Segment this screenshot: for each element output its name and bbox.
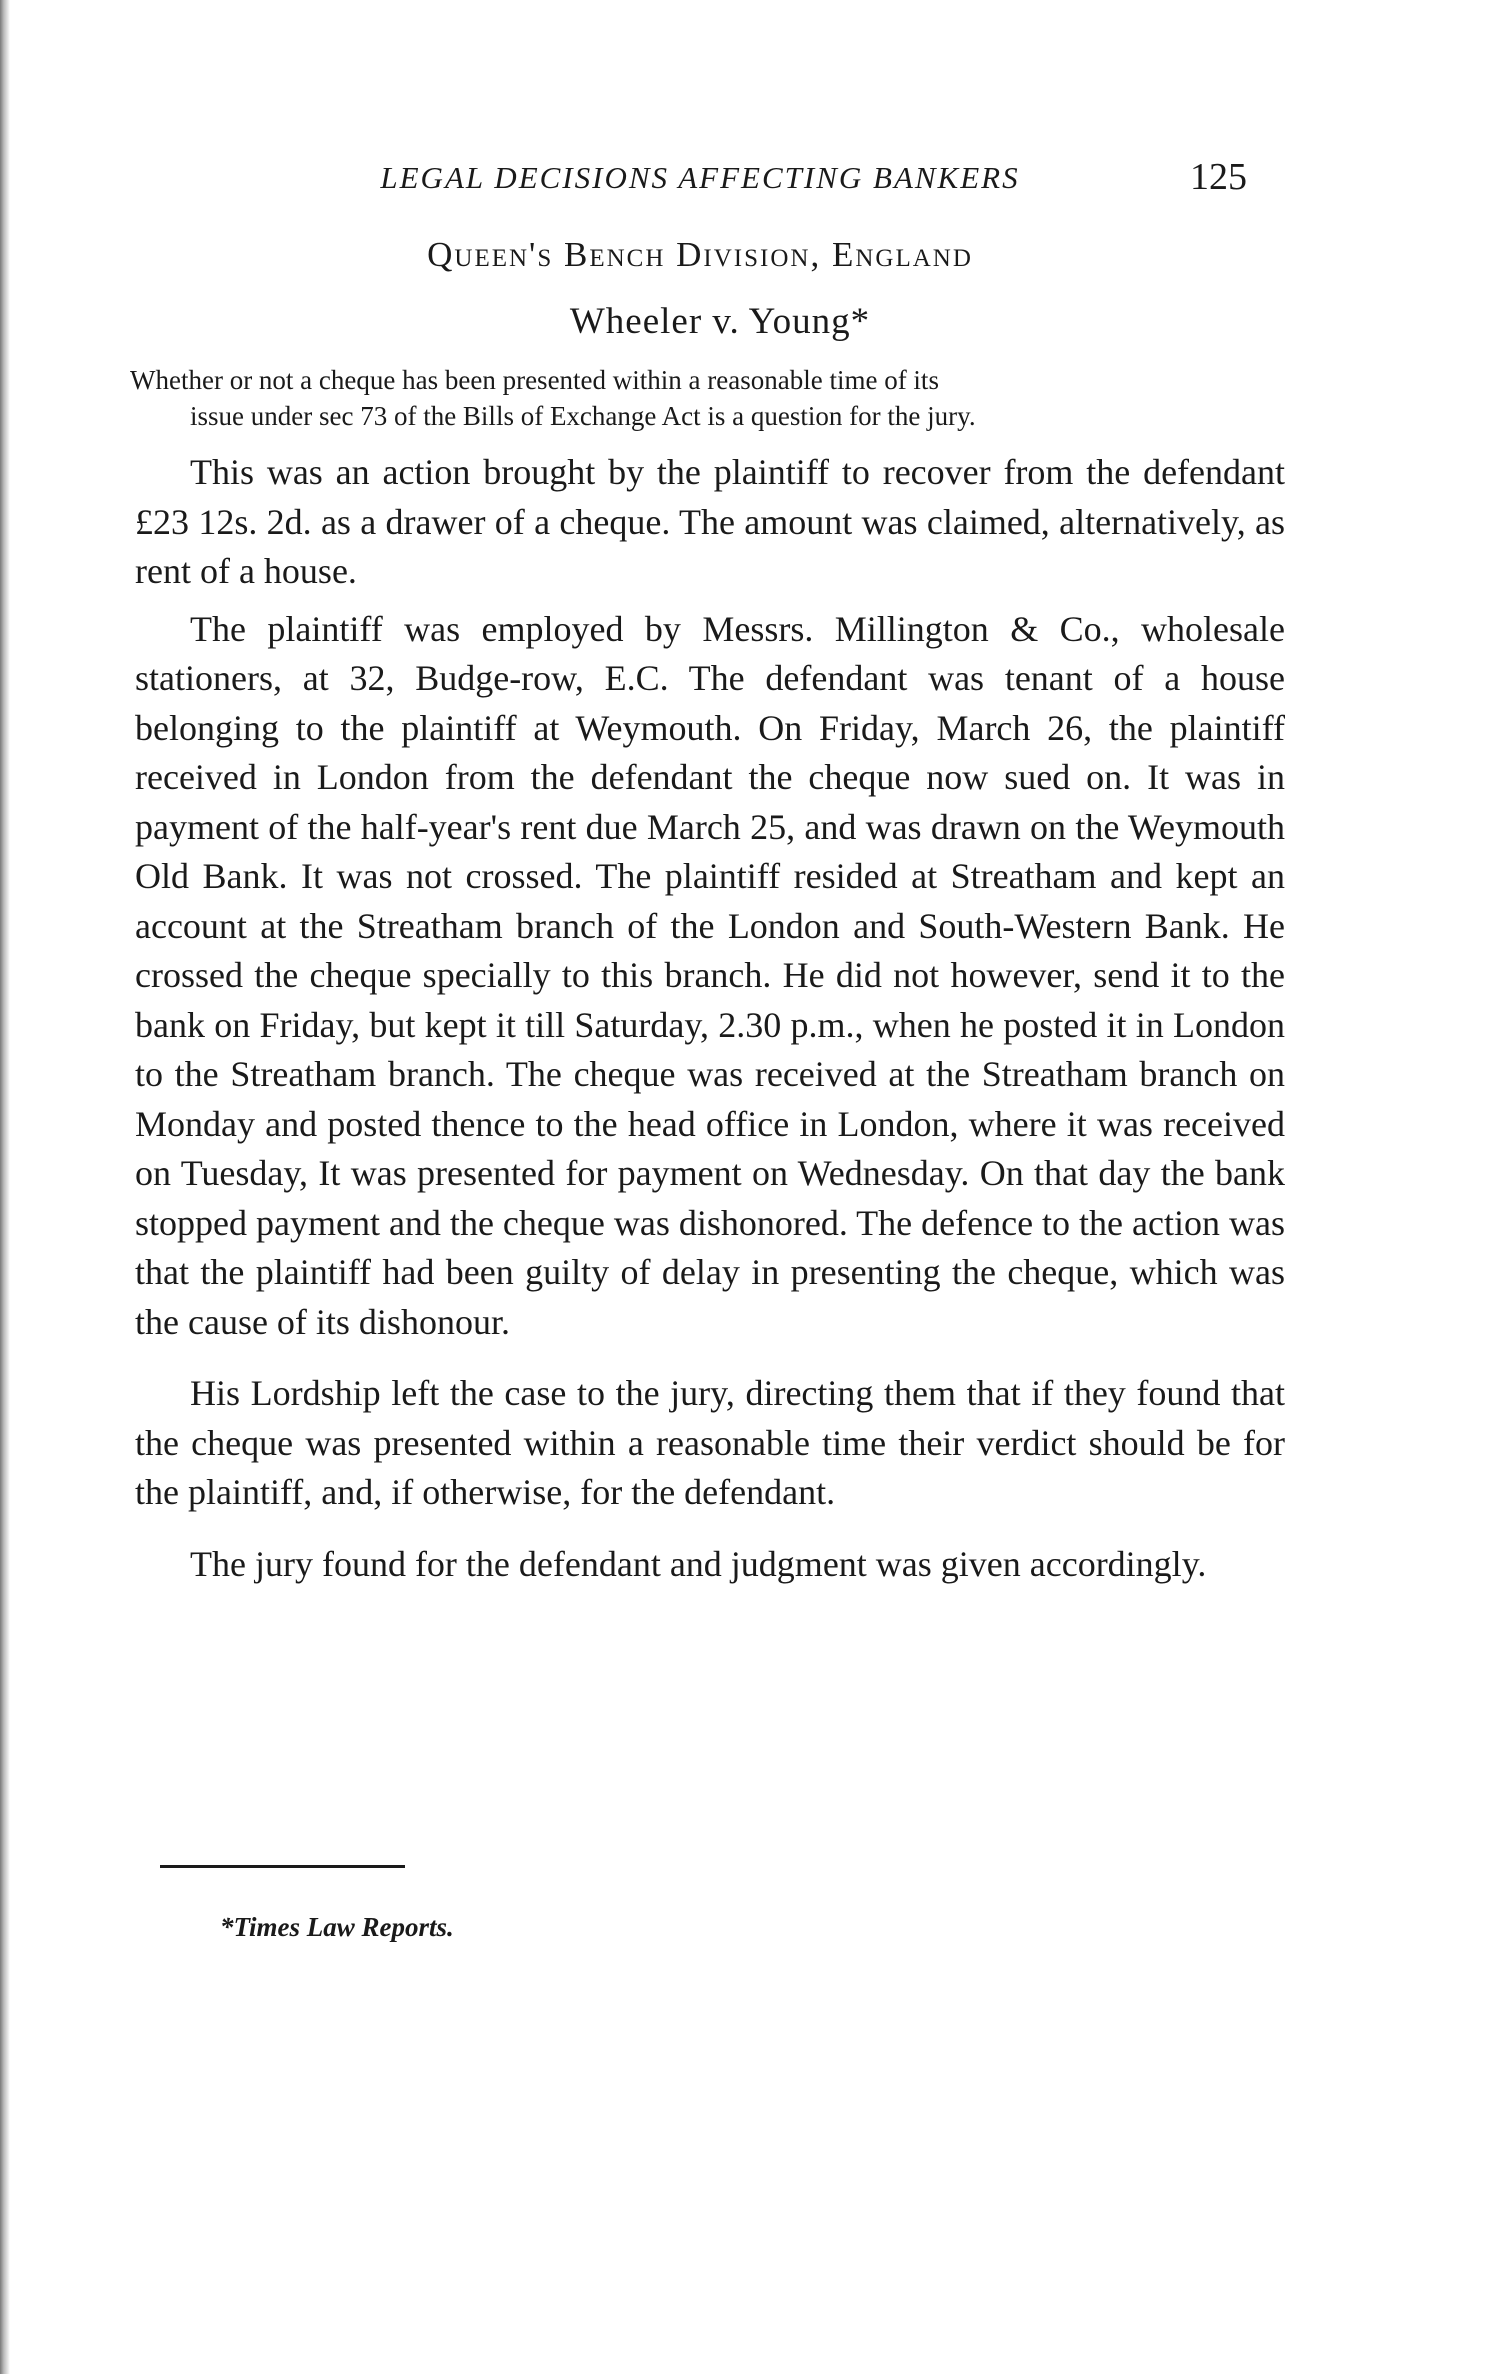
headnote-line-2: issue under sec 73 of the Bills of Exchange Act is a question for the jury. <box>190 401 976 431</box>
footnote: *Times Law Reports. <box>220 1912 454 1942</box>
paragraph-4: The jury found for the defendant and judgment was given accordingly. <box>190 1543 1207 1584</box>
page-number: 125 <box>1190 156 1247 198</box>
paragraph-2: The plaintiff was employed by Messrs. Millington & Co., wholesale stationers, at 32, Budge-row, E.C. The defendant was tenant of a house belonging to the plaintiff at Weymouth. On Friday, March 26, the plaintiff received in London from the defendant the cheque now sued on. It was in payment of the half-year's rent due March 25, and was drawn on the Weymouth Old Bank. It was not crossed. The plaintiff resided at Streatham and kept an account at the Streatham branch of the London and South-Western Bank. He crossed the cheque specially to this branch. He did not however, send it to the bank on Friday, but kept it till Saturday, 2.30 p.m., when he posted it in London to the Streatham branch. The cheque was received at the Streatham branch on Monday and posted thence to the head office in London, where it was received on Tuesday, It was presented for payment on Wednesday. On that day the bank stopped payment and the cheque was dishonored. The defence to the action was that the plaintiff had been guilty of delay in presenting the cheque, which was the cause of its dishonour. <box>135 608 1285 1342</box>
paragraph-1: This was an action brought by the plaintiff to recover from the defendant £23 12s. 2d. as a drawer of a cheque. The amount was claimed, alternatively, as rent of a house. <box>135 452 1285 591</box>
body-text <box>135 448 1285 1597</box>
case-title: Wheeler v. Young* <box>569 301 871 342</box>
court-heading: Queen's Bench Division, England <box>427 235 973 274</box>
scan-edge-shadow <box>0 0 10 2374</box>
headnote <box>130 362 1270 434</box>
running-title: LEGAL DECISIONS AFFECTING BANKERS <box>380 160 1020 195</box>
paragraph-3: His Lordship left the case to the jury, directing them that if they found that the cheque was presented within a reasonable time their verdict should be for the plaintiff, and, if otherwise, for the defendant. <box>135 1373 1285 1512</box>
footnote-divider <box>160 1865 405 1868</box>
headnote-line-1: Whether or not a cheque has been presented within a reasonable time of its <box>130 365 939 395</box>
